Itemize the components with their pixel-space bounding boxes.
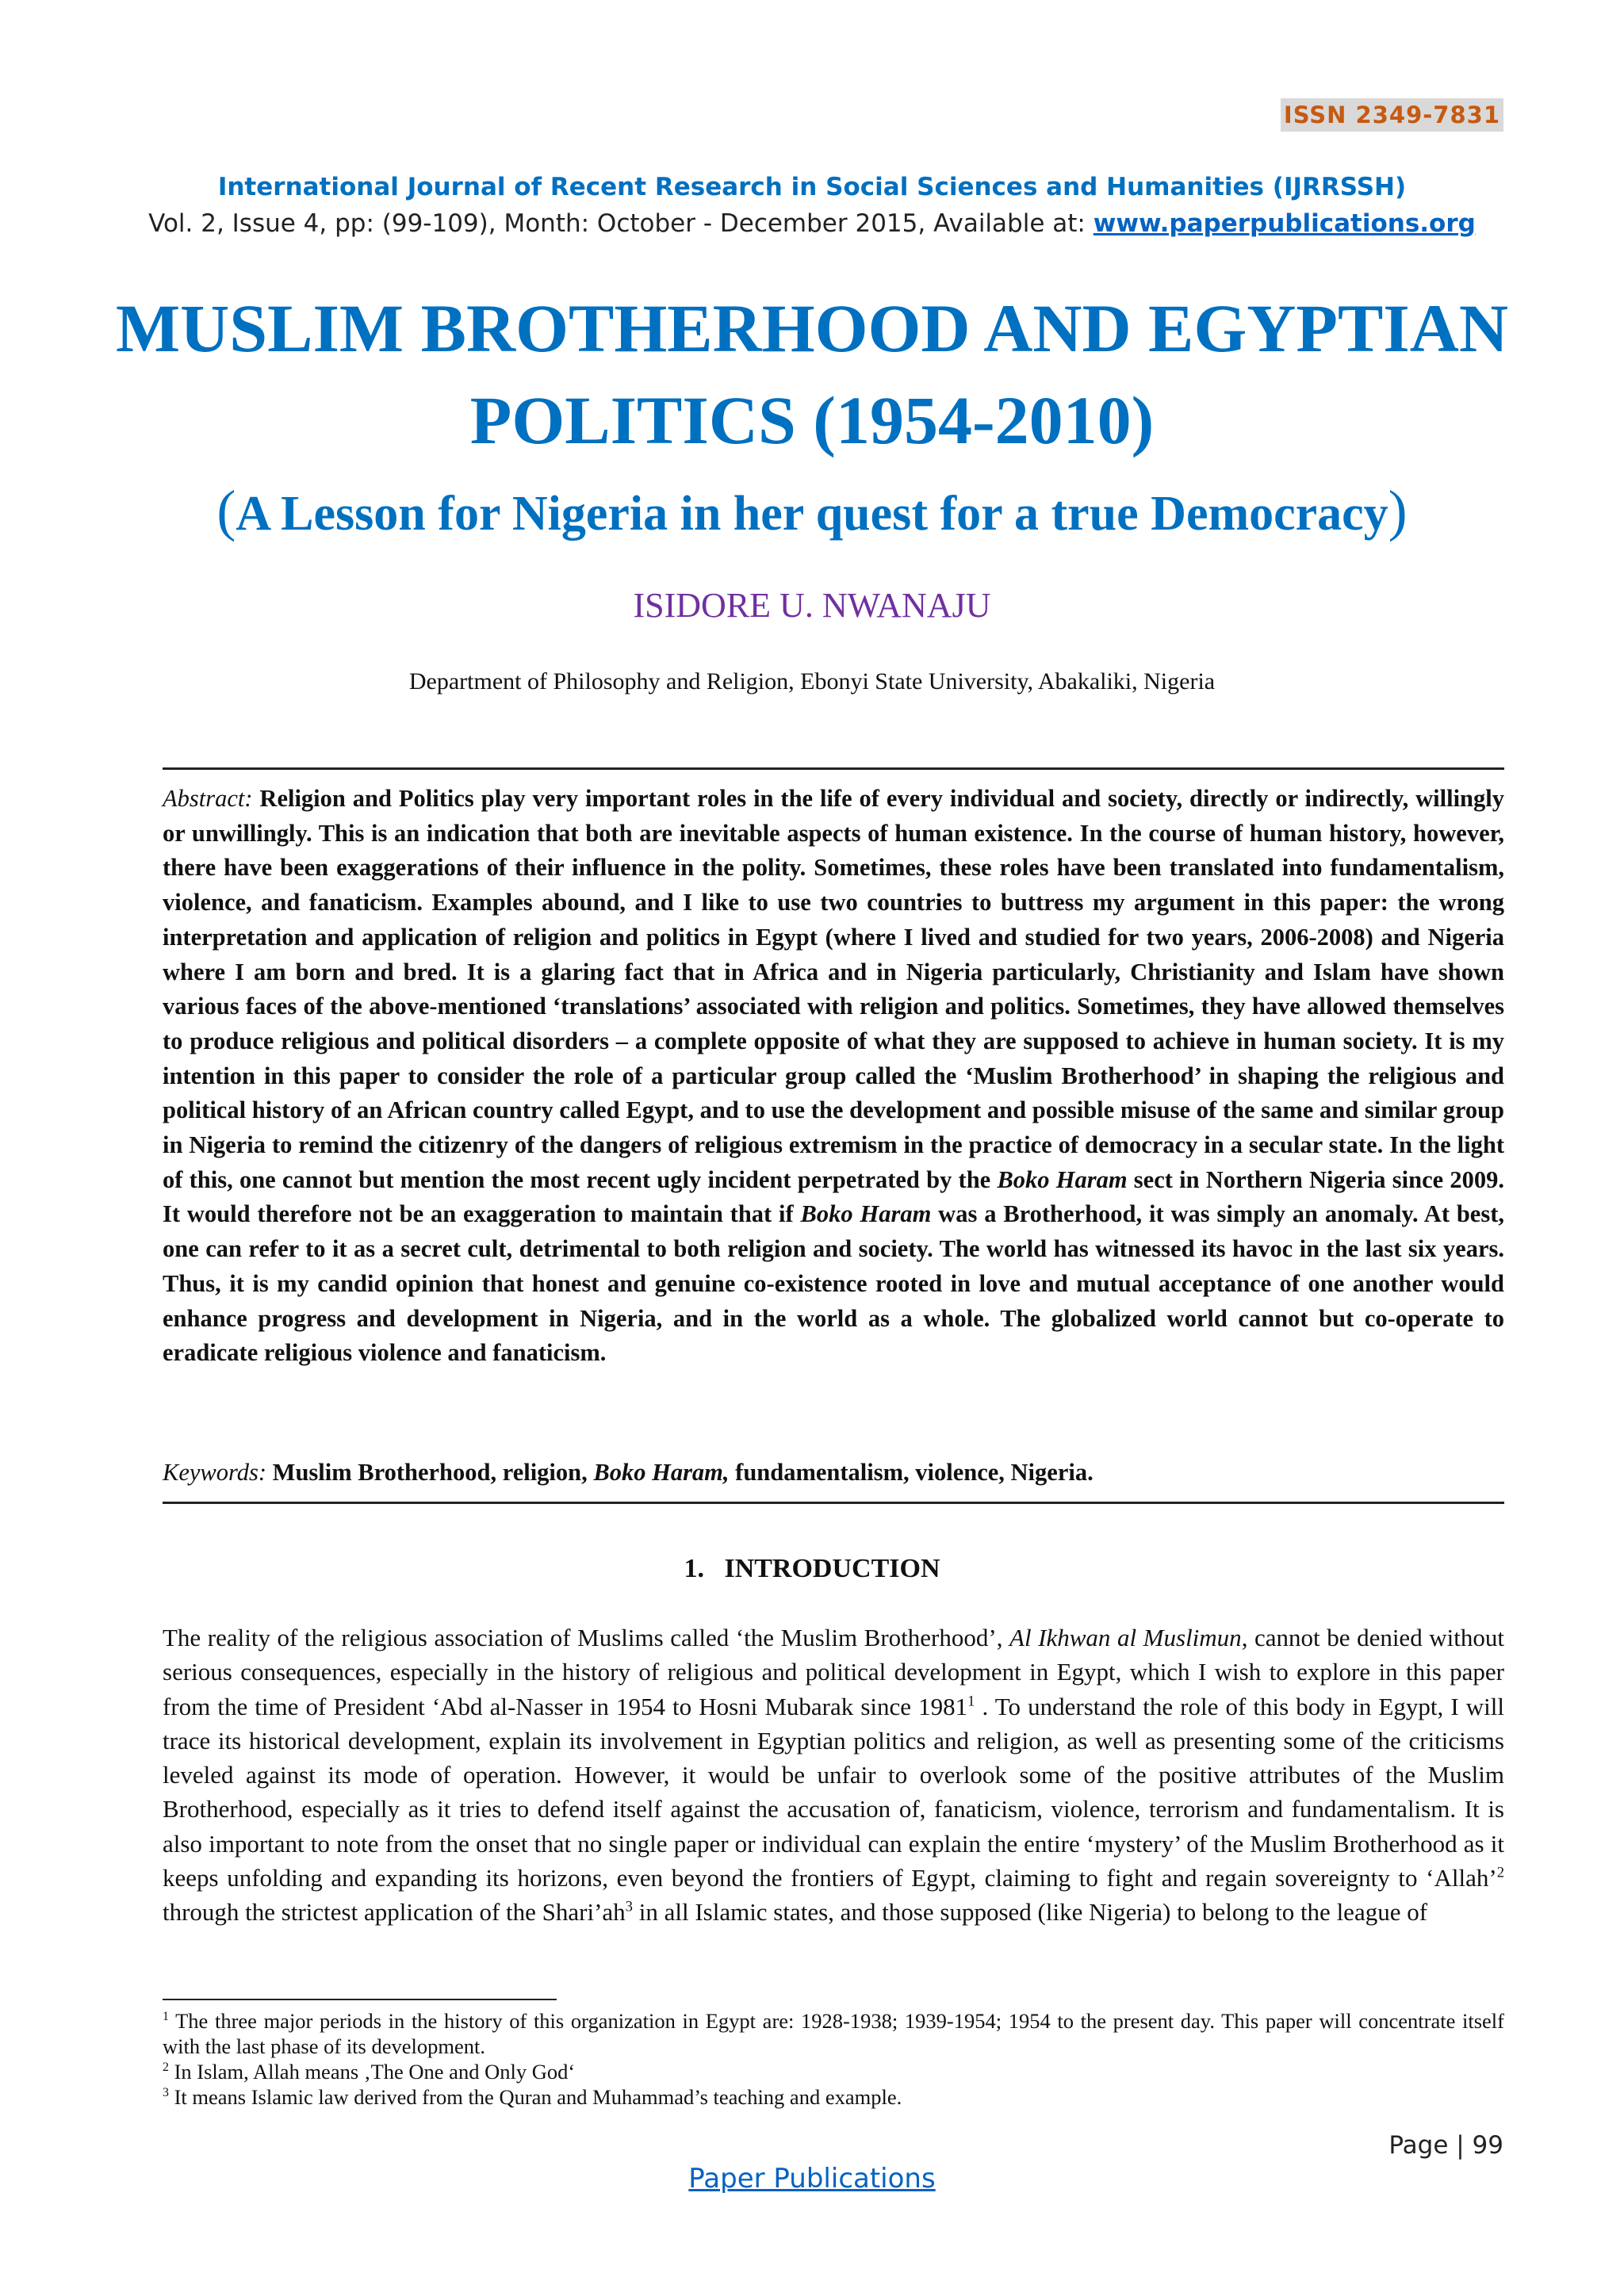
abstract-text-1: Religion and Politics play very important roles in the life of every individual and society, directly or indirectly, willingly or unwillingly. This is an indication that both are inevitable aspects of human existence. In the course of human history, however, there have been exaggerations of their influence in the polity. Sometimes, these roles have been translated into fundamentalism, violence, and fanaticism. Examples abound, and I like to use two countries to buttress my argument in this paper: the wrong interpretation and application of religion and politics in Egypt (where I lived and studied for two years, 2006-2008) and Nigeria where I am born and bred. It is a glaring fact that in Africa and in Nigeria particularly, Christianity and Islam have shown various faces of the above-mentioned ‘translations’ associated with religion and politics. Sometimes, they have allowed themselves to produce religious and political disorders – a complete opposite of what they are supposed to achieve in human society. It is my intention in this paper to consider the role of a particular group called the ‘Muslim Brotherhood’ in shaping the religious and political history of an African country called Egypt, and to use the development and possible misuse of the same and similar group in Nigeria to remind the citizenry of the dangers of religious extremism in the practice of democracy in a secular state. In the light of this, one cannot but mention the most recent ugly incident perpetrated by the <box>163 785 1504 1193</box>
volume-line <box>0 209 1624 238</box>
footnote-1 <box>163 2008 1504 2059</box>
intro-arabic-name: Al Ikhwan al Muslimun <box>1009 1624 1242 1651</box>
intro-text-3: . To understand the role of this body in Egypt, I will trace its historical development, explain its involvement in Egyptian politics and religion, as well as presenting some of the criticisms leveled against its mode of operation. However, it would be unfair to overlook some of the positive attributes of the Muslim Brotherhood, especially as it tries to defend itself against the accusation of, fanaticism, violence, terrorism and fundamentalism. It is also important to note from the onset that no single paper or individual can explain the entire ‘mystery’ of the Muslim Brotherhood as it keeps unfolding and expanding its horizons, even beyond the frontiers of Egypt, claiming to fight and regain sovereignty to ‘Allah’ <box>163 1692 1505 1892</box>
intro-text-2: , cannot be denied without serious consequences, especially in the history of religious and political development in Egypt, which I wish to explore in this paper from the time of President ‘Abd al-Nasser in 1954 to Hosni Mubarak since 1981 <box>163 1624 1504 1720</box>
footnote-ref-2[interactable]: 2 <box>1496 1864 1504 1881</box>
footnote-number: 2 <box>163 2061 169 2075</box>
keywords-part-3: fundamentalism, violence, Nigeria. <box>729 1459 1094 1486</box>
paper-title <box>95 282 1529 466</box>
abstract-text-3: was a Brotherhood, it was simply an anomaly. At best, one can refer to it as a secret cult, detrimental to both religion and society. The world has witnessed its havoc in the last six years. Thus, it is my candid opinion that honest and genuine co-existence rooted in love and mutual acceptance of one another would enhance progress and development in Nigeria, and in the world as a whole. The globalized world cannot but co-operate to eradicate religious violence and fanaticism. <box>163 1200 1504 1367</box>
footnote-ref-1[interactable]: 1 <box>967 1693 975 1710</box>
publisher-link[interactable]: Paper Publications <box>688 2163 936 2195</box>
subtitle-open-paren: ( <box>216 479 236 542</box>
page-number: Page | 99 <box>1388 2131 1503 2160</box>
volume-text: Vol. 2, Issue 4, pp: (99-109), Month: October - December 2015, Available at: <box>148 209 1094 238</box>
footnote-2 <box>163 2059 1504 2084</box>
abstract-text-2: sect in Northern Nigeria since 2009. It would therefore not be an exaggeration to maintain that if <box>163 1165 1504 1228</box>
subtitle-text: A Lesson for Nigeria in her quest for a true Democracy <box>236 487 1388 541</box>
author-affiliation: Department of Philosophy and Religion, Ebonyi State University, Abakaliki, Nigeria <box>408 668 1216 695</box>
intro-text-1: The reality of the religious association of Muslims called ‘the Muslim Brotherhood’, <box>163 1624 1010 1651</box>
footnote-text: In Islam, Allah means ‚The One and Only God‘ <box>168 2060 576 2084</box>
keywords <box>163 1459 1504 1487</box>
introduction-paragraph <box>163 1621 1504 1930</box>
publisher-footer <box>0 2163 1624 2195</box>
keywords-part-2: Boko Haram, <box>593 1459 730 1486</box>
footnote-ref-3[interactable]: 3 <box>625 1899 633 1916</box>
issn-badge: ISSN 2349-7831 <box>1281 98 1503 132</box>
footnote-text: The three major periods in the history of this organization in Egypt are: 1928-1938; 1939-1954; 1954 to the present day. This paper will concentrate itself with the last phase of its development. <box>163 2009 1504 2058</box>
abstract-top-rule <box>163 767 1504 770</box>
footnote-number: 1 <box>163 2010 169 2024</box>
footnote-3 <box>163 2084 1504 2110</box>
intro-text-5: in all Islamic states, and those supposed (like Nigeria) to belong to the league of <box>632 1898 1428 1927</box>
footnotes <box>163 2008 1504 2110</box>
author-name: ISIDORE U. NWANAJU <box>633 586 991 625</box>
title-line-1: MUSLIM BROTHERHOOD AND EGYPTIAN <box>116 290 1508 366</box>
section-heading: 1. INTRODUCTION <box>684 1554 940 1583</box>
intro-text-4: through the strictest application of the Shari’ah <box>163 1898 626 1927</box>
abstract-bottom-rule <box>163 1502 1504 1504</box>
keywords-part-1: Muslim Brotherhood, religion, <box>266 1459 594 1486</box>
website-link[interactable]: www.paperpublications.org <box>1093 209 1476 238</box>
footnote-number: 3 <box>163 2086 169 2100</box>
abstract-boko-haram-1: Boko Haram <box>997 1165 1128 1193</box>
abstract-boko-haram-2: Boko Haram <box>800 1200 932 1228</box>
abstract <box>163 782 1504 1371</box>
subtitle-close-paren: ) <box>1388 479 1408 542</box>
paper-subtitle <box>95 479 1529 545</box>
abstract-label: Abstract: <box>163 785 253 812</box>
footnote-separator <box>163 1999 557 2000</box>
title-line-2: POLITICS (1954-2010) <box>469 382 1155 458</box>
keywords-label: Keywords: <box>163 1459 267 1486</box>
footnote-text: It means Islamic law derived from the Quran and Muhammad’s teaching and example. <box>168 2085 902 2109</box>
journal-name: International Journal of Recent Research in Social Sciences and Humanities (IJRRSSH) <box>217 173 1407 201</box>
